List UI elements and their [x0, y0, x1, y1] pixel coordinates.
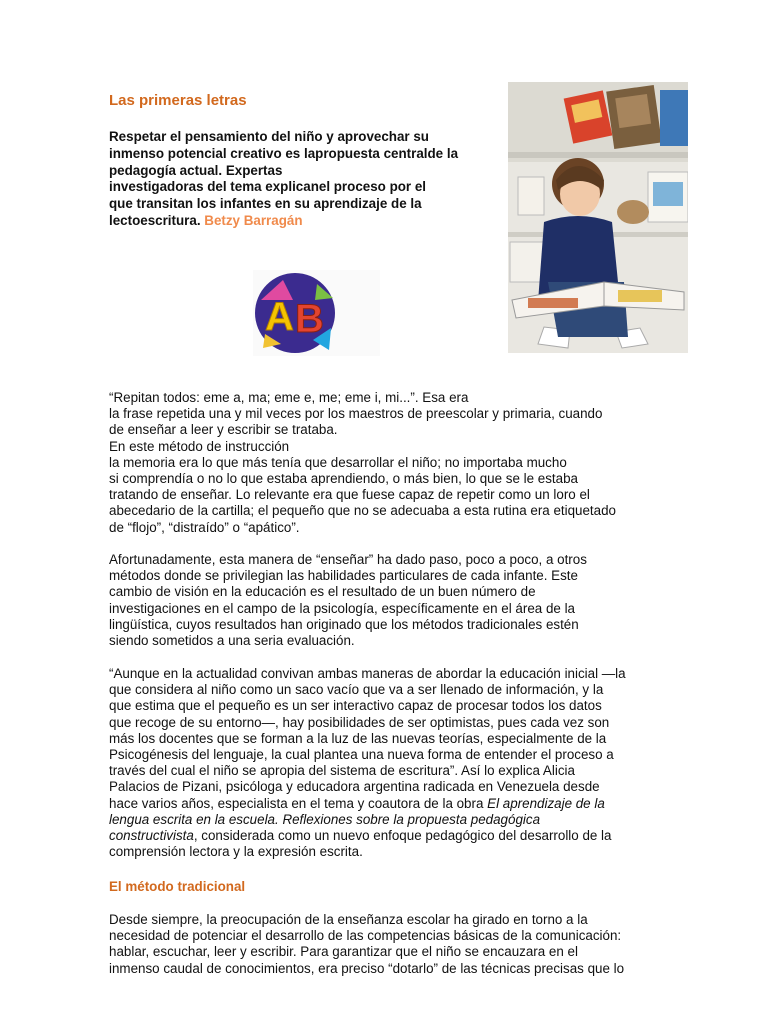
text-line: En este método de instrucción: [109, 438, 290, 454]
ab-letters-image: [253, 270, 380, 356]
text-line: Palacios de Pizani, psicóloga y educadora argentina radicada en Venezuela desde: [109, 779, 600, 795]
text-line: la frase repetida una y mil veces por los maestros de preescolar y primaria, cuando: [109, 406, 603, 422]
text-line: la memoria era lo que más tenía que desarrollar el niño; no importaba mucho: [109, 454, 567, 470]
text-line: investigaciones en el campo de la psicología, específicamente en el área de la: [109, 600, 575, 616]
child-reading-photo: [508, 82, 688, 353]
text-line: cambio de visión en la educación es el resultado de un buen número de: [109, 584, 536, 600]
text-line: Desde siempre, la preocupación de la enseñanza escolar ha girado en torno a la: [109, 912, 588, 927]
paragraph-1: [109, 390, 679, 536]
child-reading-book-icon: [508, 82, 688, 353]
book-title: El aprendizaje de la: [487, 795, 605, 811]
paragraph-4: [109, 912, 679, 977]
svg-text:B: B: [295, 297, 324, 341]
text-line: que estima que el pequeño es un ser interactivo capaz de procesar todos los datos: [109, 698, 602, 714]
article-lead: [109, 129, 499, 230]
text-line: métodos donde se privilegian las habilidades particulares de cada infante. Este: [109, 568, 578, 584]
text-line: lingüística, cuyos resultados han originado que los métodos tradicionales estén: [109, 616, 579, 632]
text-line: de enseñar a leer y escribir se trataba.: [109, 422, 338, 438]
section-heading: El método tradicional: [109, 879, 246, 894]
lead-line: Respetar el pensamiento del niño y aprovechar su: [109, 129, 429, 144]
lead-line: inmenso potencial creativo es lapropuesta centralde la: [109, 145, 459, 161]
paragraph-3: [109, 666, 679, 860]
text-line: inmenso caudal de conocimientos, era preciso “dotarlo” de las técnicas precisas que lo: [109, 960, 625, 976]
book-title: lengua escrita en la escuela. Reflexiones sobre la propuesta pedagógica: [109, 811, 541, 827]
page-title: Las primeras letras: [109, 92, 247, 109]
text-line: “Aunque en la actualidad convivan ambas maneras de abordar la educación inicial —la: [109, 666, 626, 681]
text-line: “Repitan todos: eme a, ma; eme e, me; eme i, mi...”. Esa era: [109, 390, 469, 405]
book-title: constructivista: [109, 828, 194, 844]
text-line: Afortunadamente, esta manera de “enseñar” ha dado paso, poco a poco, a otros: [109, 552, 587, 567]
text-line: siendo sometidos a una seria evaluación.: [109, 633, 355, 649]
lead-line: que transitan los infantes en su aprendizaje de la: [109, 196, 422, 212]
text-line: que recoge de su entorno—, hay posibilidades de ser optimistas, pues cada vez son: [109, 714, 610, 730]
svg-text:A: A: [265, 295, 294, 339]
text-line: través del cual el niño se apropia del sistema de escritura”. Así lo explica Alicia: [109, 763, 575, 779]
text-line: abecedario de la cartilla; el pequeño que no se adecuaba a esta rutina era etiquetado: [109, 503, 616, 519]
paragraph-2: [109, 552, 679, 649]
text-line: de “flojo”, “distraído” o “apático”.: [109, 519, 300, 535]
lead-line: investigadoras del tema explicanel proceso por el: [109, 179, 427, 195]
text-line: tratando de enseñar. Lo relevante era que fuese capaz de repetir como un loro el: [109, 487, 590, 503]
text-line: [109, 812, 679, 828]
text-line: que considera al niño como un saco vacío que va a ser llenado de información, y la: [109, 682, 604, 698]
ab-letters-icon: [253, 270, 380, 356]
text-line: hace varios años, especialista en el tema y coautora de la obra El aprendizaje de la: [109, 795, 605, 811]
text-line: más los docentes que se forman a la luz de las nuevas teorías, especialmente de la: [109, 730, 607, 746]
text-line: necesidad de potenciar el desarrollo de las competencias básicas de la comunicación:: [109, 928, 622, 944]
text-line: constructivista, considerada como un nuevo enfoque pedagógico del desarrollo de la: [109, 828, 612, 844]
lead-line: pedagogía actual. Expertas: [109, 162, 283, 178]
text-line: Psicogénesis del lenguaje, la cual plantea una nueva forma de entender el proceso a: [109, 747, 614, 763]
text-line: comprensión lectora y la expresión escrita.: [109, 844, 363, 860]
lead-line-last: lectoescritura. Betzy Barragán: [109, 212, 303, 228]
author-name: Betzy Barragán: [204, 212, 303, 228]
text-line: hablar, escuchar, leer y escribir. Para garantizar que el niño se encauzara en el: [109, 944, 578, 960]
text-line: si comprendía o no lo que estaba aprendiendo, o más bien, lo que se le estaba: [109, 471, 578, 487]
